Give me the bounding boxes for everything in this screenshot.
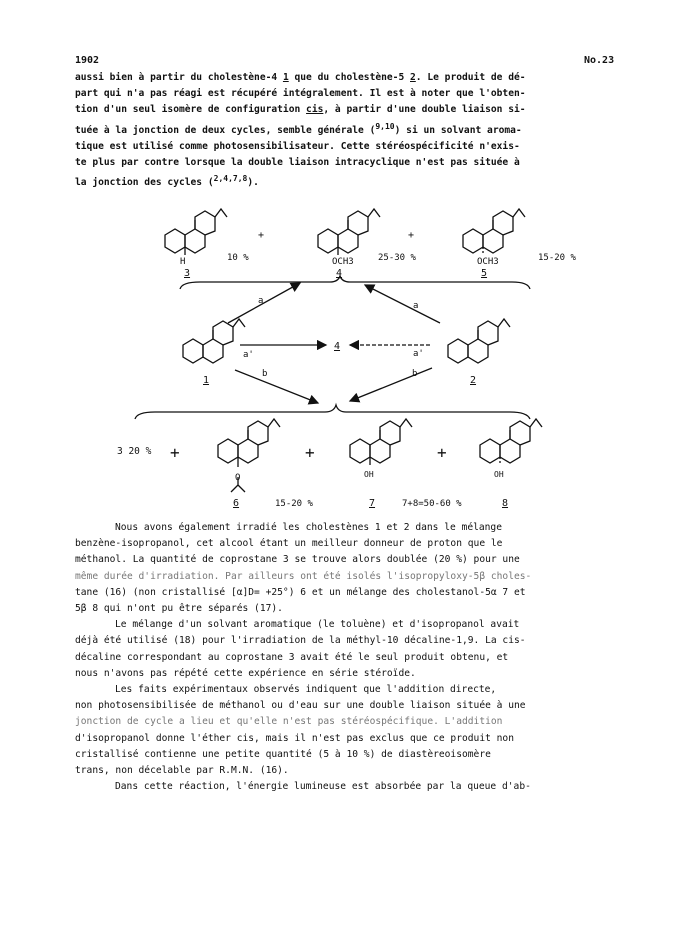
compound-8-number: 8 xyxy=(502,498,509,509)
text-line: te plus par contre lorsque la double liaison intracyclique n'est pas située à xyxy=(75,157,520,169)
compound-3-sub: H xyxy=(180,257,186,267)
page-number: 1902 xyxy=(75,55,100,66)
plus-sign: + xyxy=(258,230,265,241)
arrow-label-a-prime: a' xyxy=(413,349,424,359)
compound-6-yield: 15-20 % xyxy=(275,499,313,509)
compound-3-number: 3 xyxy=(184,268,191,279)
text-line: benzène-isopropanol, cet alcool étant un meilleur donneur de proton que le xyxy=(75,538,503,550)
text-line: Nous avons également irradié les cholestènes 1 et 2 dans le mélange xyxy=(115,522,502,533)
compound-2-number: 2 xyxy=(470,375,477,386)
text-line: tion d'un seul isomère de configuration cis, à partir d'une double liaison si- xyxy=(75,104,526,116)
text-line: Les faits expérimentaux observés indiquent que l'addition directe, xyxy=(115,684,497,696)
compounds-7-8-yield: 7+8=50-60 % xyxy=(402,499,462,509)
arrow-b-left xyxy=(235,370,318,403)
text-line: d'isopropanol donne l'éther cis, mais il n'est pas exclus que ce produit non xyxy=(75,732,514,744)
plus-sign: + xyxy=(170,443,180,462)
compound-5-number: 5 xyxy=(481,268,488,279)
compound-8 xyxy=(480,419,542,465)
compound-1 xyxy=(183,319,245,363)
plus-sign: + xyxy=(408,230,415,241)
center-compound-4: 4 xyxy=(334,341,341,352)
compound-8-oh: OH xyxy=(494,470,504,479)
compound-5 xyxy=(463,209,525,255)
arrow-b-right xyxy=(350,368,432,401)
compound-4 xyxy=(318,209,380,255)
compound-7 xyxy=(350,419,412,465)
compound-6-oxygen: O xyxy=(235,473,241,483)
arrow-label-a: a xyxy=(258,296,264,306)
text-line: 5β 8 qui n'ont pu être séparés (17). xyxy=(75,603,283,615)
plus-sign: + xyxy=(437,443,447,462)
compound-6 xyxy=(218,419,280,492)
compound-7-oh: OH xyxy=(364,470,374,479)
arrow-label-a-prime: a' xyxy=(243,350,254,360)
compound-2 xyxy=(448,319,510,363)
text-line: la jonction des cycles ($^{2,4,7,8}$). xyxy=(75,174,259,189)
compound-4-yield: 25-30 % xyxy=(378,253,416,263)
arrow-label-b: b xyxy=(412,369,418,379)
arrow-label-a: a xyxy=(413,301,419,311)
text-line: jonction de cycle a lieu et qu'elle n'est pas stéréospécifique. L'addition xyxy=(75,716,503,728)
text-line: trans, non décelable par R.M.N. (16). xyxy=(75,765,289,777)
compound-4-number: 4 xyxy=(336,268,343,279)
text-line: méthanol. La quantité de coprostane 3 se trouve alors doublée (20 %) pour une xyxy=(75,554,520,566)
compound-5-yield: 15-20 % xyxy=(538,253,576,263)
compound-5-sub: OCH3 xyxy=(477,257,499,267)
compound-3 xyxy=(165,209,227,255)
text-line: aussi bien à partir du cholestène-4 1 que du cholestène-5 2. Le produit de dé- xyxy=(75,72,526,83)
arrow-label-b: b xyxy=(262,369,268,379)
compound-3-yield: 10 % xyxy=(227,253,249,263)
compound-7-number: 7 xyxy=(369,498,376,509)
arrow-a-left xyxy=(228,283,300,323)
text-line: Dans cette réaction, l'énergie lumineuse est absorbée par la queue d'ab- xyxy=(115,781,531,793)
text-line: tique est utilisé comme photosensibilisateur. Cette stéréospécificité n'exis- xyxy=(75,141,520,152)
text-line: Le mélange d'un solvant aromatique (le toluène) et d'isopropanol avait xyxy=(115,619,520,631)
text-line: décaline correspondant au coprostane 3 avait été le seul produit obtenu, et xyxy=(75,651,509,663)
text-line: même durée d'irradiation. Par ailleurs ont été isolés l'isopropyloxy-5β choles- xyxy=(75,570,532,582)
text-line: déjà été utilisé (18) pour l'irradiation de la méthyl-10 décaline-1,9. La cis- xyxy=(75,635,526,647)
text-line: non photosensibilisée de méthanol ou d'eau sur une double liaison située à une xyxy=(75,700,526,712)
compound-1-number: 1 xyxy=(203,375,210,386)
reaction-scheme xyxy=(0,205,680,525)
plus-sign: + xyxy=(305,443,315,462)
text-line: tuée à la jonction de deux cycles, semble générale ($^{9,10}$) si un solvant aroma- xyxy=(75,121,522,136)
text-line: cristallisé contienne une petite quantité (5 à 10 %) de diastèreoisomère xyxy=(75,748,491,760)
arrow-a-right xyxy=(365,285,440,323)
bottom-brace xyxy=(135,405,530,419)
top-brace xyxy=(180,276,530,289)
top-paragraph xyxy=(75,70,615,192)
issue-number: No.23 xyxy=(584,55,615,66)
compound-3-bottom: 3 20 % xyxy=(117,446,152,457)
body-text xyxy=(75,520,615,795)
text-line: part qui n'a pas réagi est récupéré intégralement. Il est à noter que l'obten- xyxy=(75,88,526,100)
compound-6-number: 6 xyxy=(233,498,240,509)
text-line: nous n'avons pas répété cette expérience en série stéroïde. xyxy=(75,667,416,679)
compound-4-sub: OCH3 xyxy=(332,257,354,267)
text-line: tane (16) (non cristallisé [α]D= +25°) 6 et un mélange des cholestanol-5α 7 et xyxy=(75,586,526,598)
